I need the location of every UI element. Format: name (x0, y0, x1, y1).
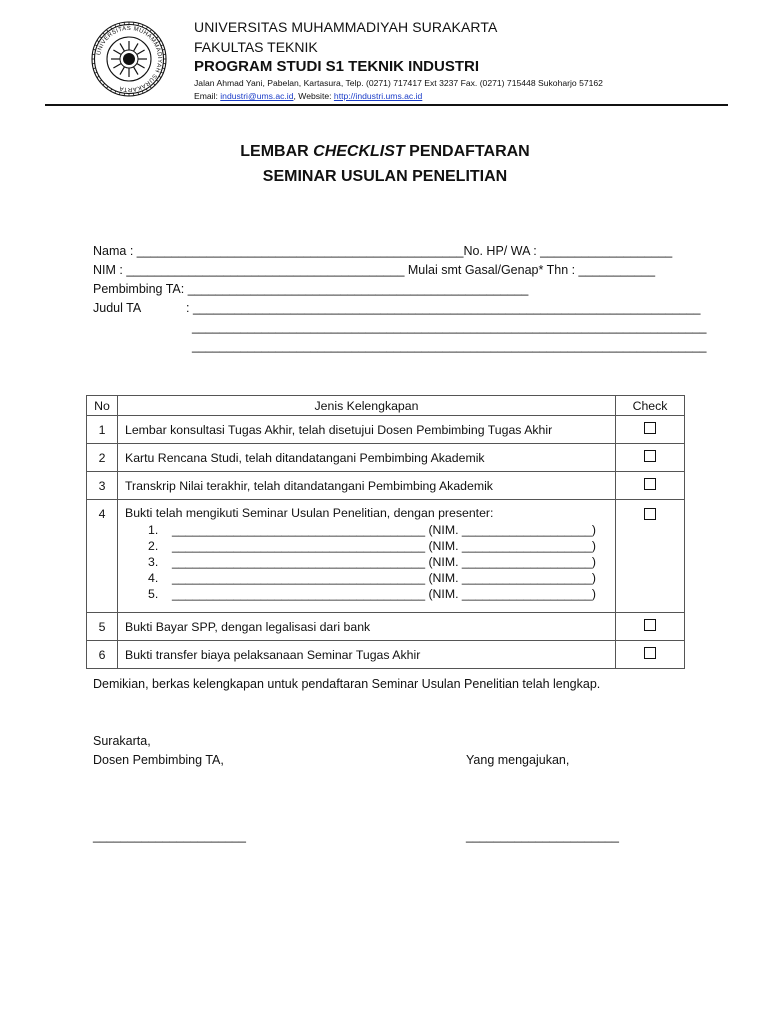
judul-line-1[interactable]: : _________________________________________________________________________ (186, 301, 701, 315)
logo-ring-tick (142, 25, 143, 27)
logo-ring-tick (146, 89, 147, 91)
logo-ring-tick (97, 76, 99, 77)
table-row (87, 641, 685, 669)
logo-ring-tick (156, 80, 158, 82)
row-number: 3 (87, 472, 118, 500)
logo-ring-tick (103, 33, 105, 35)
email-link[interactable]: industri@ums.ac.id (220, 91, 294, 101)
header-divider (45, 104, 728, 106)
row-item: Kartu Rencana Studi, telah ditandatangani Pembimbing Akademik (118, 444, 616, 472)
presenter-blank[interactable]: _____________________________________ (NIM. ___________________) (172, 571, 596, 585)
row-number: 1 (87, 416, 118, 444)
faculty-name: FAKULTAS TEKNIK (194, 39, 318, 55)
checkbox[interactable] (644, 450, 656, 462)
presenter-entry[interactable] (125, 586, 615, 602)
row-item: Bukti telah mengikuti Seminar Usulan Penelitian, dengan presenter: (125, 506, 494, 520)
logo-ring-tick (115, 25, 116, 27)
address-line: Jalan Ahmad Yani, Pabelan, Kartasura, Telp. (0271) 717417 Ext 3237 Fax. (0271) 715448 Sukoharjo 57162 (194, 78, 603, 88)
signature-left-line[interactable]: ______________________ (93, 829, 246, 843)
row-item: Bukti transfer biaya pelaksanaan Seminar Tugas Akhir (118, 641, 616, 669)
judul-line-3[interactable]: __________________________________________________________________________ (192, 339, 707, 353)
logo-ring-tick (95, 45, 97, 46)
signature-right-line[interactable]: ______________________ (466, 829, 619, 843)
logo-ring-tick (150, 86, 152, 88)
presenter-number: 3. (148, 555, 159, 569)
logo-sun-ray (113, 64, 121, 69)
logo-ring-tick (115, 91, 116, 93)
signature-left-role: Dosen Pembimbing TA, (93, 753, 224, 767)
presenter-list (125, 522, 615, 602)
logo-ring-tick (103, 83, 105, 85)
logo-ring-tick (159, 76, 161, 77)
logo-sun-ray (120, 43, 125, 51)
header-no: No (87, 396, 118, 416)
presenter-blank[interactable]: _____________________________________ (NIM. ___________________) (172, 523, 596, 537)
signature-right-role: Yang mengajukan, (466, 753, 570, 767)
svg-text:UNIVERSITAS MUHAMMADIYAH SURAK: UNIVERSITAS MUHAMMADIYAH SURAKARTA (96, 25, 163, 93)
logo-ring-tick (161, 72, 163, 73)
logo-ring-tick (146, 27, 147, 29)
presenter-number: 4. (148, 571, 159, 585)
table-header-row (87, 396, 685, 416)
logo-ring-tick (106, 86, 108, 88)
presenter-entry[interactable] (125, 522, 615, 538)
logo-ring-tick (142, 91, 143, 93)
contact-line (194, 91, 422, 101)
logo-ring-tick (150, 30, 152, 32)
row-number: 2 (87, 444, 118, 472)
signature-place: Surakarta, (93, 734, 151, 748)
row-item: Bukti Bayar SPP, dengan legalisasi dari bank (118, 613, 616, 641)
row-item: Lembar konsultasi Tugas Akhir, telah disetujui Dosen Pembimbing Tugas Akhir (118, 416, 616, 444)
checklist-table (86, 395, 685, 669)
logo-ring-tick (156, 36, 158, 38)
logo-ring-tick (159, 41, 161, 42)
checkbox[interactable] (644, 619, 656, 631)
table-row (87, 472, 685, 500)
presenter-number: 1. (148, 523, 159, 537)
logo-sun-ray (113, 50, 121, 55)
university-name: UNIVERSITAS MUHAMMADIYAH SURAKARTA (194, 19, 498, 35)
closing-statement: Demikian, berkas kelengkapan untuk pendaftaran Seminar Usulan Penelitian telah lengkap. (93, 677, 601, 691)
logo-ring-tick (111, 89, 112, 91)
university-logo (90, 20, 168, 98)
row-number: 4 (87, 500, 118, 613)
logo-sun-ray (134, 43, 139, 51)
judul-line-2[interactable]: __________________________________________________________________________ (192, 320, 707, 334)
logo-ring-tick (153, 83, 155, 85)
program-name: PROGRAM STUDI S1 TEKNIK INDUSTRI (194, 58, 480, 75)
table-row (87, 444, 685, 472)
presenter-number: 2. (148, 539, 159, 553)
header-item: Jenis Kelengkapan (118, 396, 616, 416)
presenter-entry[interactable] (125, 554, 615, 570)
table-row (87, 613, 685, 641)
title-italic: CHECKLIST (313, 143, 405, 160)
presenter-blank[interactable]: _____________________________________ (NIM. ___________________) (172, 539, 596, 553)
email-label: Email: (194, 91, 221, 101)
logo-sun-ray (137, 64, 145, 69)
website-link[interactable]: http://industri.ums.ac.id (333, 91, 423, 101)
presenter-blank[interactable]: _____________________________________ (NIM. ___________________) (172, 587, 596, 601)
logo-ring-tick (95, 72, 97, 73)
logo-ring-tick (161, 45, 163, 46)
logo-ring-tick (106, 30, 108, 32)
nim-field[interactable]: NIM : ________________________________________ Mulai smt Gasal/Genap* Thn : ___________ (93, 263, 656, 277)
presenter-entry[interactable] (125, 538, 615, 554)
document-title-line2: SEMINAR USULAN PENELITIAN (262, 168, 508, 185)
logo-ring-tick (100, 80, 102, 82)
logo-ring-tick (100, 36, 102, 38)
checkbox[interactable] (644, 647, 656, 659)
logo-ring-tick (153, 33, 155, 35)
logo-ring-tick (111, 27, 112, 29)
presenter-entry[interactable] (125, 570, 615, 586)
checkbox[interactable] (644, 508, 656, 520)
table-row (87, 416, 685, 444)
title-prefix: LEMBAR (240, 143, 314, 160)
document-title-line1 (0, 143, 770, 161)
presenter-number: 5. (148, 587, 159, 601)
ums-emblem-icon (90, 20, 168, 98)
logo-sun-ray (134, 67, 139, 75)
logo-sun-ray (120, 67, 125, 75)
checkbox[interactable] (644, 422, 656, 434)
logo-sun-ray (137, 50, 145, 55)
checkbox[interactable] (644, 478, 656, 490)
table-row (87, 500, 685, 613)
row-item: Transkrip Nilai terakhir, telah ditandatangani Pembimbing Akademik (118, 472, 616, 500)
row-number: 6 (87, 641, 118, 669)
judul-label: Judul TA (93, 301, 142, 315)
nama-field[interactable]: Nama : _______________________________________________No. HP/ WA : ___________________ (93, 244, 673, 258)
website-label: , Website: (293, 91, 334, 101)
title-suffix: PENDAFTARAN (404, 143, 530, 160)
row-item-presenters (118, 500, 616, 613)
logo-ring-tick (97, 41, 99, 42)
pembimbing-field[interactable]: Pembimbing TA: _________________________________________________ (93, 282, 529, 296)
row-number: 5 (87, 613, 118, 641)
presenter-blank[interactable]: _____________________________________ (NIM. ___________________) (172, 555, 596, 569)
header-check: Check (616, 396, 685, 416)
